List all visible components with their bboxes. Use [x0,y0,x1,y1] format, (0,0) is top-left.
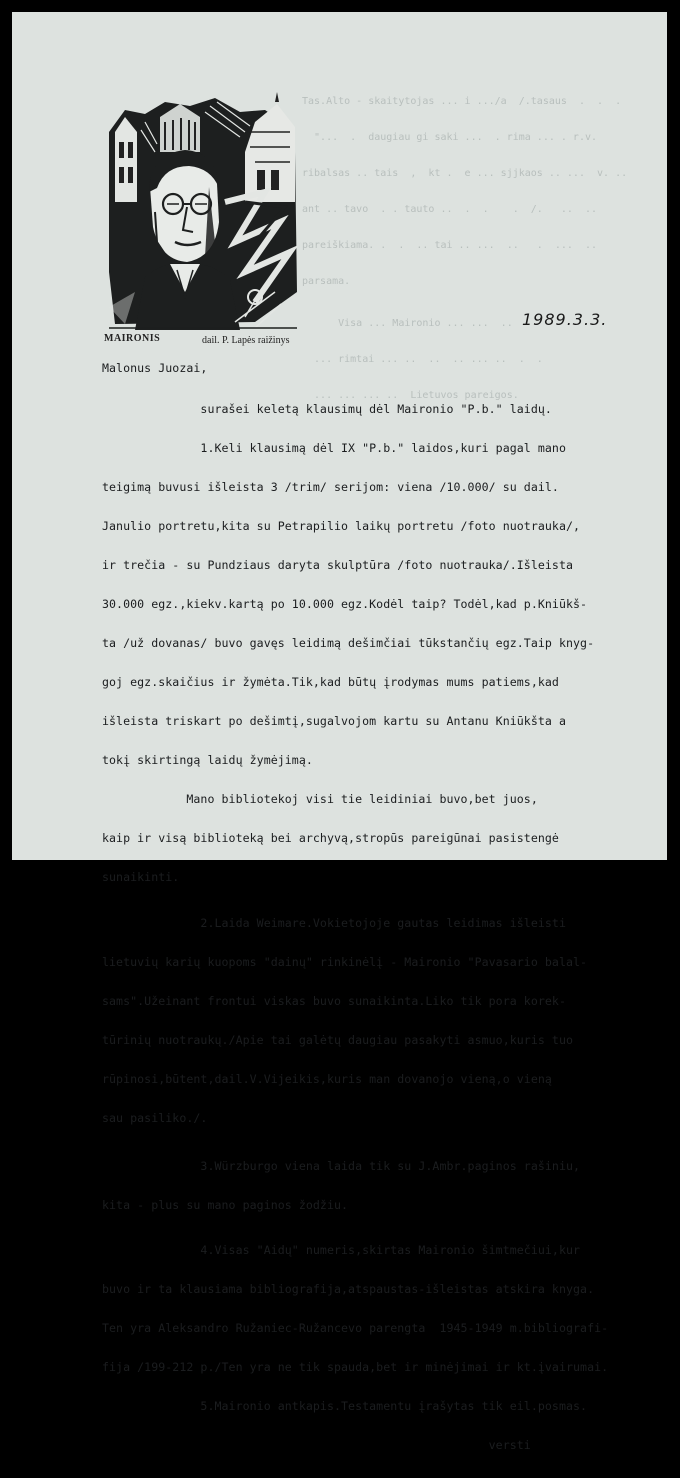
body-line: surašei keletą klausimų dėl Maironio "P.b." laidų. [102,402,552,416]
portrait-caption-left: MAIRONIS [104,333,161,344]
bleed-line: pareiškiama. . . .. tai .. ... .. . ... .. [302,240,598,251]
letter-date: 1989.3.3. [522,310,608,329]
body-line: 1.Keli klausimą dėl IX "P.b." laidos,kuri pagal mano [102,441,566,455]
body-line: tokį skirtingą laidų žymėjimą. [102,753,313,767]
body-line: versti [102,1438,531,1452]
body-line: Mano bibliotekoj visi tie leidiniai buvo,bet juos, [102,792,538,806]
body-line: ta /už dovanas/ buvo gavęs leidimą dešimčiai tūkstančių egz.Taip knyg- [102,636,595,650]
body-line: buvo ir ta klausiama bibliografija,atspaustas-išleistas atskira knyga. [102,1282,595,1296]
body-line: lietuvių karių kuopoms "dainų" rinkinėlį - Maironio "Pavasario balal- [102,955,588,969]
body-line: sau pasiliko./. [102,1111,208,1125]
maironis-woodcut-image [105,92,300,330]
bleed-line: Visa ... Maironio ... ... .. [302,318,513,329]
body-line: rūpinosi,būtent,dail.V.Vijeikis,kuris man dovanojo vieną,o vieną [102,1072,552,1086]
body-line: išleista triskart po dešimtį,sugalvojom kartu su Antanu Kniūkšta a [102,714,566,728]
body-line: Janulio portretu,kita su Petrapilio laikų portretu /foto nuotrauka/, [102,519,581,533]
salutation: Malonus Juozai, [102,361,208,375]
body-line: tūrinių nuotraukų./Apie tai galėtų daugiau pasakyti asmuo,kuris tuo [102,1033,574,1047]
body-line: 5.Maironio antkapis.Testamentu įrašytas tik eil.posmas. [102,1399,588,1413]
body-line: 30.000 egz.,kiekv.kartą po 10.000 egz.Kodėl taip? Todėl,kad p.Kniūkš- [102,597,588,611]
body-line: sunaikinti. [102,870,180,884]
body-line: teigimą buvusi išleista 3 /trim/ serijom: viena /10.000/ su dail. [102,480,559,494]
body-line: sams".Užeinant frontui viskas buvo sunaikinta.Liko tik pora korek- [102,994,566,1008]
body-line: ir trečia - su Pundziaus daryta skulptūra /foto nuotrauka/.Išleista [102,558,574,572]
body-line: kita - plus su mano paginos žodžiu. [102,1198,349,1212]
body-line: 3.Würzburgo viena laida tik su J.Ambr.paginos rašiniu, [102,1159,581,1173]
body-line: 4.Visas "Aidų" numeris,skirtas Maironio šimtmečiui,kur [102,1243,581,1257]
bleed-line: ... rimtai ... .. .. .. ... .. . . [302,354,543,365]
bleed-line: "... . daugiau gi saki ... . rima ... . r.v. [302,132,598,143]
body-line: Ten yra Aleksandro Ružaniec-Ružancevo parengta 1945-1949 m.bibliografi- [102,1321,609,1335]
bleed-line: ant .. tavo . . tauto .. . . . /. .. .. [302,204,598,215]
bleed-through-text [302,72,627,426]
body-line: goj egz.skaičius ir žymėta.Tik,kad būtų įrodymas mums patiems,kad [102,675,559,689]
letter-body [102,377,608,1478]
letter-page [12,12,667,1452]
bleed-line: ribalsas .. tais , kt . e ... sjjkaos .. ... v. .. [302,168,628,179]
body-line: 2.Laida Weimare.Vokietojoje gautas leidimas išleisti [102,916,566,930]
bleed-line: parsama. [302,276,351,287]
body-line: kaip ir visą biblioteką bei archyvą,stropūs pareigūnai pasistengė [102,831,559,845]
bleed-line: ... ... ... .. Lietuvos pareigos. [302,390,519,401]
bleed-line: Tas.Alto - skaitytojas ... i .../a /.tasaus . . . [302,96,622,107]
portrait-caption-right: dail. P. Lapės raižinys [202,335,290,346]
body-line: fija /199-212 p./Ten yra ne tik spauda,bet ir minėjimai ir kt.įvairumai. [102,1360,609,1374]
